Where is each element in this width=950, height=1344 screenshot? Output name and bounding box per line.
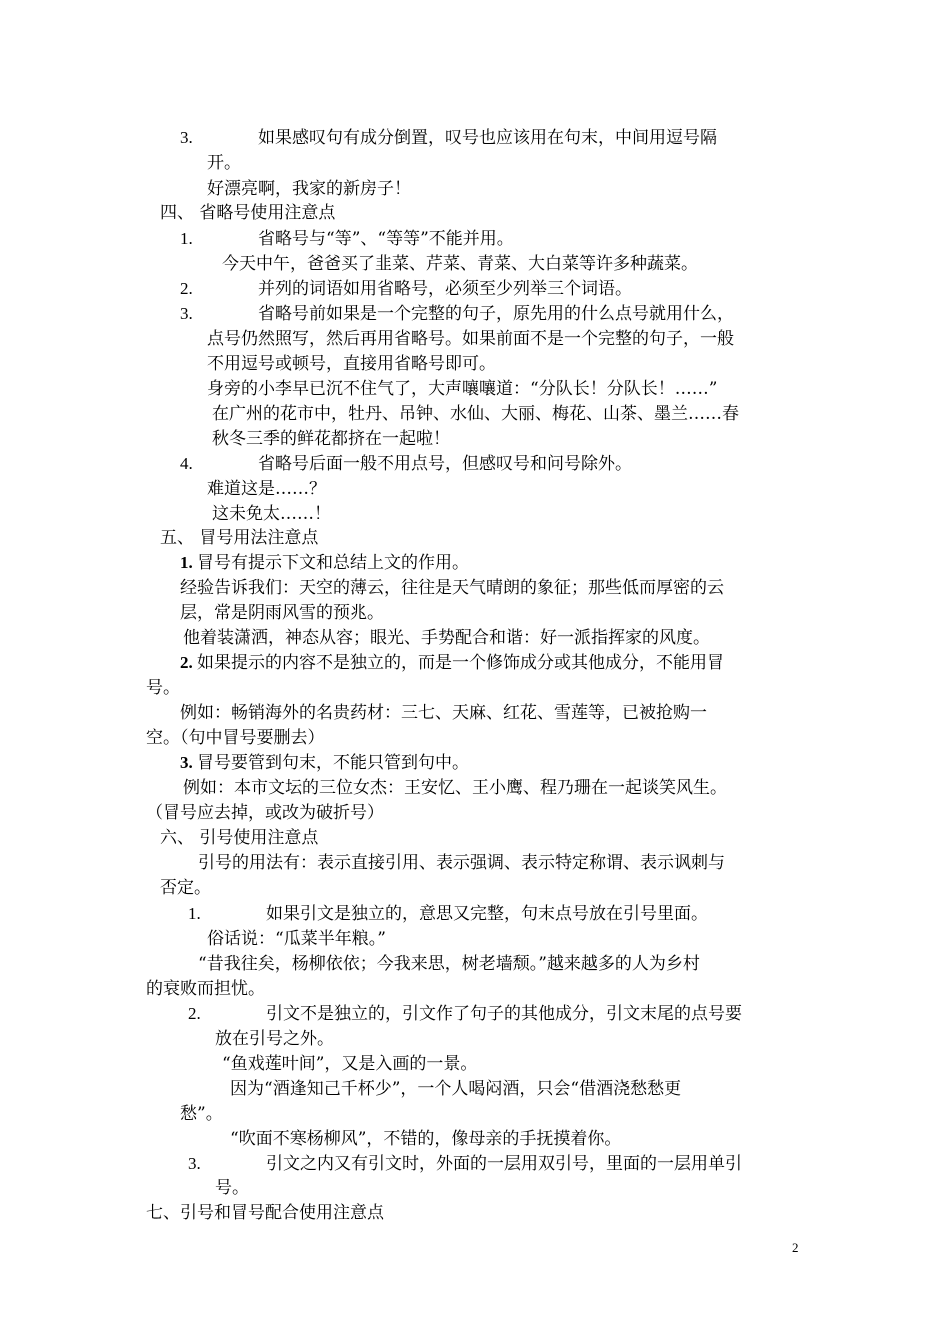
text-line <box>230 1128 621 1150</box>
text-line <box>180 752 469 774</box>
text-line <box>180 228 514 250</box>
text-line <box>207 378 717 400</box>
text-line <box>180 453 632 475</box>
line-text: 不用逗号或顿号，直接用省略号即可。 <box>207 354 496 374</box>
line-text: 开。 <box>207 153 241 173</box>
text-line <box>207 328 734 350</box>
text-line <box>160 202 335 224</box>
line-text: 空。（句中冒号要删去） <box>146 728 325 748</box>
line-text: 俗话说：“瓜菜半年粮。” <box>207 929 386 949</box>
text-line <box>146 1202 384 1224</box>
line-text: 否定。 <box>160 878 211 898</box>
line-text: 省略号后面一般不用点号，但感叹号和问号除外。 <box>258 454 632 474</box>
line-text: 例如：本市文坛的三位女杰：王安忆、王小鹰、程乃珊在一起谈笑风生。 <box>183 778 727 798</box>
list-number: 1. <box>180 229 193 248</box>
line-text: 的衰败而担忧。 <box>146 979 265 999</box>
list-number: 2. <box>180 279 193 298</box>
line-text: 如果引文是独立的，意思又完整，句末点号放在引号里面。 <box>266 904 708 924</box>
line-text: 这未免太……！ <box>212 504 331 524</box>
text-line <box>180 577 724 599</box>
list-number: 3. <box>180 128 193 147</box>
text-line <box>207 152 241 174</box>
list-number: 2. <box>188 1004 201 1023</box>
list-number: 3. <box>188 1154 201 1173</box>
line-text: 省略号与“等”、“等等”不能并用。 <box>258 229 514 249</box>
line-text: 在广州的花市中，牡丹、吊钟、水仙、大丽、梅花、山茶、墨兰……春 <box>212 404 739 424</box>
line-text: 难道这是……？ <box>207 479 326 499</box>
text-line <box>180 702 707 724</box>
list-number: 1. <box>188 904 201 923</box>
line-text: 省略号前如果是一个完整的句子，原先用的什么点号就用什么， <box>258 304 734 324</box>
text-line <box>198 953 700 975</box>
line-text: 身旁的小李早已沉不住气了，大声嚷嚷道：“分队长！分队长！……” <box>207 379 718 399</box>
text-line <box>188 903 708 925</box>
line-text: 并列的词语如用省略号，必须至少列举三个词语。 <box>258 279 632 299</box>
text-line <box>198 852 725 874</box>
text-line <box>160 827 318 849</box>
list-number: 3. <box>180 753 197 772</box>
text-line <box>188 1153 742 1175</box>
line-text: 如果提示的内容不是独立的，而是一个修饰成分或其他成分，不能用冒 <box>197 653 724 673</box>
line-text: “昔我往矣，杨柳依依；今我来思，树老墙颓。”越来越多的人为乡村 <box>198 954 700 974</box>
line-text: 五、 冒号用法注意点 <box>160 528 319 548</box>
text-line <box>212 428 450 450</box>
text-line <box>180 127 717 149</box>
line-text: 愁”。 <box>180 1104 223 1124</box>
text-line <box>207 353 496 375</box>
line-text: 引文之内又有引文时，外面的一层用双引号，里面的一层用单引 <box>266 1154 742 1174</box>
list-number: 1. <box>180 553 197 572</box>
text-line <box>215 1177 249 1199</box>
text-line <box>180 278 632 300</box>
line-text: 秋冬三季的鲜花都挤在一起啦！ <box>212 429 450 449</box>
line-text: 经验告诉我们：天空的薄云，往往是天气晴朗的象征；那些低而厚密的云 <box>180 578 724 598</box>
line-text: 冒号有提示下文和总结上文的作用。 <box>197 553 469 573</box>
line-text: 好漂亮啊，我家的新房子！ <box>207 179 411 199</box>
text-line <box>222 1053 477 1075</box>
line-text: 如果感叹句有成分倒置，叹号也应该用在句末，中间用逗号隔 <box>258 128 717 148</box>
text-line <box>146 727 325 749</box>
line-text: 引号的用法有：表示直接引用、表示强调、表示特定称谓、表示讽刺与 <box>198 853 725 873</box>
text-line <box>207 478 326 500</box>
text-line <box>180 303 734 325</box>
line-text: 号。 <box>215 1178 249 1198</box>
list-number: 2. <box>180 653 197 672</box>
line-text: 层，常是阴雨风雪的预兆。 <box>180 603 384 623</box>
text-line <box>212 403 739 425</box>
text-line <box>183 777 727 799</box>
line-text: 点号仍然照写，然后再用省略号。如果前面不是一个完整的句子，一般 <box>207 329 734 349</box>
text-line <box>183 627 710 649</box>
line-text: 因为“酒逢知己千杯少”，一个人喝闷酒，只会“借酒浇愁愁更 <box>230 1079 682 1099</box>
text-line <box>180 552 469 574</box>
line-text: 他着装潇洒，神态从容；眼光、手势配合和谐：好一派指挥家的风度。 <box>183 628 710 648</box>
line-text: 引文不是独立的，引文作了句子的其他成分，引文末尾的点号要 <box>266 1004 742 1024</box>
line-text: 号。 <box>146 678 180 698</box>
line-text: 放在引号之外。 <box>215 1029 334 1049</box>
line-text: 今天中午，爸爸买了韭菜、芹菜、青菜、大白菜等许多种蔬菜。 <box>222 254 698 274</box>
line-text: “鱼戏莲叶间”，又是入画的一景。 <box>222 1054 478 1074</box>
list-number: 4. <box>180 454 193 473</box>
text-line <box>188 1003 742 1025</box>
line-text: “吹面不寒杨柳风”，不错的，像母亲的手抚摸着你。 <box>230 1129 622 1149</box>
text-line <box>180 652 724 674</box>
page-number: 2 <box>792 1240 799 1255</box>
text-line <box>222 253 698 275</box>
text-line <box>215 1028 334 1050</box>
text-line <box>180 602 384 624</box>
text-line <box>207 928 386 950</box>
list-number: 3. <box>180 304 193 323</box>
line-text: （冒号应去掉，或改为破折号） <box>146 803 384 823</box>
line-text: 六、 引号使用注意点 <box>160 828 319 848</box>
text-line <box>146 978 265 1000</box>
line-text: 四、 省略号使用注意点 <box>160 203 336 223</box>
text-line <box>160 877 211 899</box>
text-line <box>146 677 180 699</box>
line-text: 例如：畅销海外的名贵药材：三七、天麻、红花、雪莲等，已被抢购一 <box>180 703 707 723</box>
line-text: 七、引号和冒号配合使用注意点 <box>146 1203 384 1223</box>
text-line <box>146 802 384 824</box>
text-line <box>160 527 318 549</box>
text-line <box>180 1103 223 1125</box>
text-line <box>212 503 331 525</box>
text-line <box>230 1078 681 1100</box>
line-text: 冒号要管到句末，不能只管到句中。 <box>197 753 469 773</box>
text-line <box>207 178 411 200</box>
